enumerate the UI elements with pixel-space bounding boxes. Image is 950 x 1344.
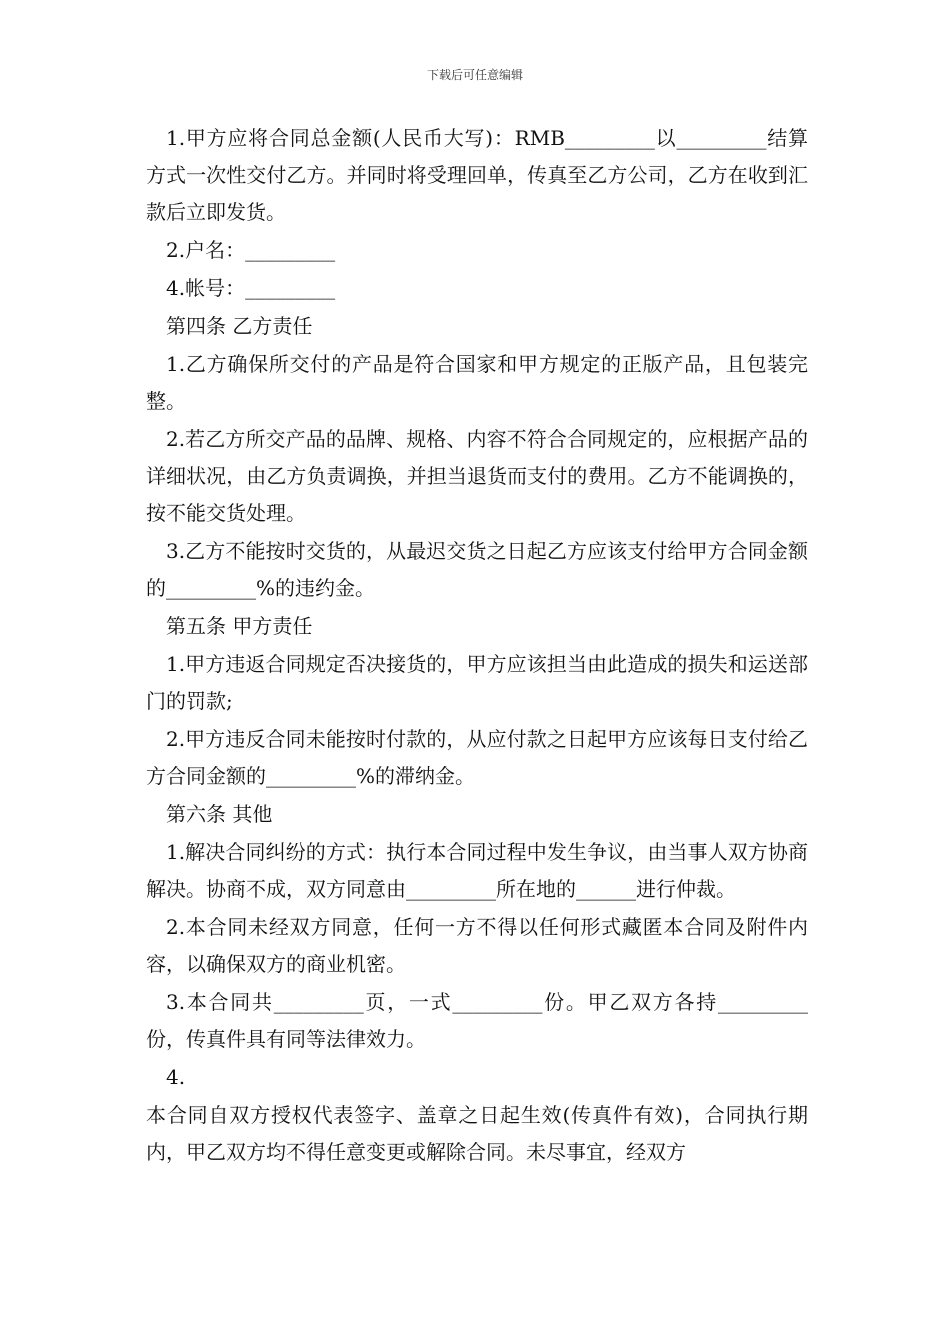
clause-refuse-delivery: 1.甲方违返合同规定否决接货的，甲方应该担当由此造成的损失和运送部门的罚款; xyxy=(146,652,808,713)
clause-copies: 3.本合同共_________页，一式_________份。甲乙双方各持_________份，传真件具有同等法律效力。 xyxy=(146,990,808,1051)
clause-dispute-resolution: 1.解决合同纠纷的方式：执行本合同过程中发生争议，由当事人双方协商解决。协商不成，双方同意由_________所在地的______进行仲裁。 xyxy=(146,840,808,901)
clause-product-exchange: 2.若乙方所交产品的品牌、规格、内容不符合合同规定的，应根据产品的详细状况，由乙方负责调换，并担当退货而支付的费用。乙方不能调换的，按不能交货处理。 xyxy=(146,427,808,525)
document-body xyxy=(146,120,808,1171)
clause-account-number: 4.帐号：_________ xyxy=(166,276,336,300)
clause-late-delivery: 3.乙方不能按时交货的，从最迟交货之日起乙方应该支付给甲方合同金额的_________%的违约金。 xyxy=(146,539,808,600)
clause-effective-date: 本合同自双方授权代表签字、盖章之日起生效(传真件有效)，合同执行期内，甲乙双方均不得任意变更或解除合同。未尽事宜，经双方 xyxy=(146,1103,808,1164)
clause-payment-method: 1.甲方应将合同总金额(人民币大写)：RMB_________以_________结算方式一次性交付乙方。并同时将受理回单，传真至乙方公司，乙方在收到汇款后立即发货。 xyxy=(146,126,808,224)
clause-late-payment: 2.甲方违反合同未能按时付款的，从应付款之日起甲方应该每日支付给乙方合同金额的_________%的滞纳金。 xyxy=(146,727,808,788)
clause-account-name: 2.户名：_________ xyxy=(166,238,336,262)
article-five-heading: 第五条 甲方责任 xyxy=(166,614,313,638)
clause-confidentiality: 2.本合同未经双方同意，任何一方不得以任何形式藏匿本合同及附件内容，以确保双方的商业机密。 xyxy=(146,915,808,976)
clause-four-number: 4. xyxy=(166,1065,186,1089)
clause-genuine-product: 1.乙方确保所交付的产品是符合国家和甲方规定的正版产品，且包装完整。 xyxy=(146,352,808,413)
article-four-heading: 第四条 乙方责任 xyxy=(166,314,313,338)
article-six-heading: 第六条 其他 xyxy=(166,802,273,826)
page-header: 下载后可任意编辑 xyxy=(426,68,523,82)
